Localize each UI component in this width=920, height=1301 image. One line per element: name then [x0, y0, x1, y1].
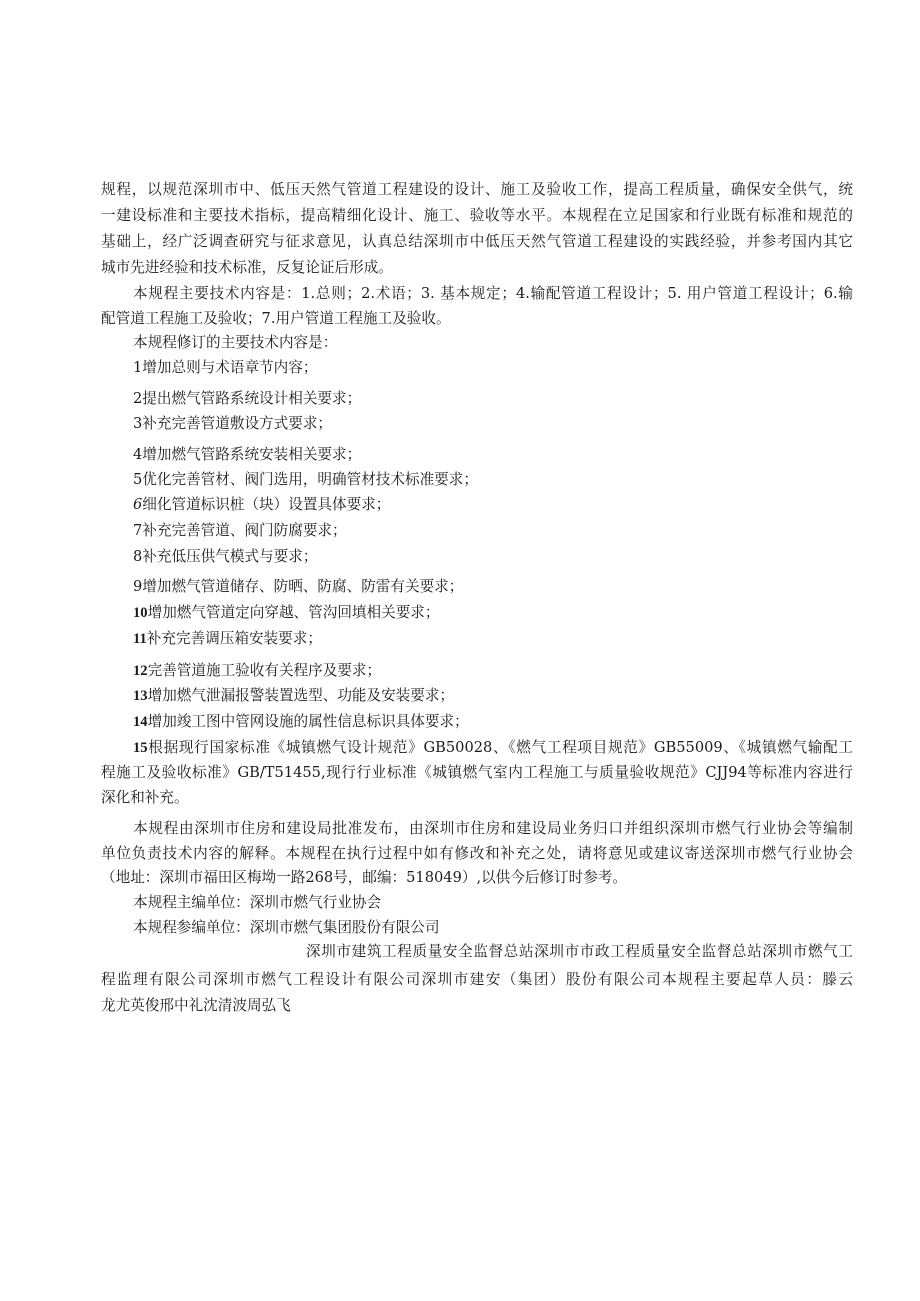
revision-item-15-line-3: 深化和补充。 [101, 789, 189, 806]
revision-item-number: 11 [133, 631, 147, 647]
revision-item-text: 增加总则与术语章节内容； [142, 359, 318, 376]
revision-item-text: 根据现行国家标准《城镇燃气设计规范》GB50028、《燃气工程项目规范》GB55009、《城镇燃气输配工 [147, 739, 853, 756]
participants-line-2: 程监理有限公司深圳市燃气工程设计有限公司深圳市建安（集团）股份有限公司本规程主要起草人员：滕云 [101, 971, 853, 988]
revision-item [133, 495, 390, 515]
revision-item-15-line-2: 程施工及验收标准》GB/T51455,现行行业标准《城镇燃气室内工程施工与质量验收规范》CJJ94等标准内容进行 [101, 764, 853, 781]
main-content-line-2: 配管道工程施工及验收；7.用户管道工程施工及验收。 [101, 310, 451, 327]
revision-item [133, 389, 361, 409]
revision-item-number: 14 [133, 714, 148, 730]
revision-item [133, 445, 361, 465]
revision-item-number: 4 [133, 446, 143, 463]
revision-item-number: 8 [133, 548, 143, 565]
intro-line-3: 基础上，经广泛调查研究与征求意见，认真总结深圳市中低压天然气管道工程建设的实践经验，并参考国内其它 [101, 233, 853, 250]
revision-item-number: 9 [133, 578, 143, 595]
revision-item-text: 增加燃气管道储存、防晒、防腐、防雷有关要求； [142, 578, 464, 595]
revision-item-number: 10 [133, 605, 148, 621]
revision-item-text: 增加燃气泄漏报警装置选型、功能及安装要求； [147, 687, 455, 704]
revision-item [133, 521, 347, 541]
revision-item-text: 完善管道施工验收有关程序及要求； [147, 662, 382, 679]
revision-item [133, 712, 469, 732]
revision-item [133, 358, 317, 378]
revision-item-number: 13 [133, 688, 148, 704]
approval-line-2: 单位负责技术内容的解释。本规程在执行过程中如有修改和补充之处，请将意见或建议寄送深圳市燃气行业协会 [101, 845, 853, 862]
revision-item [133, 414, 332, 434]
intro-line-2: 一建设标准和主要技术指标，提高精细化设计、施工、验收等水平。本规程在立足国家和行业既有标准和规范的 [101, 207, 853, 224]
revision-item-text: 补充低压供气模式与要求； [142, 548, 318, 565]
revision-item [133, 603, 439, 623]
approval-line-3: （地址：深圳市福田区梅坳一路268号，邮编：518049）,以供今后修订时参考。 [101, 869, 628, 886]
revision-item-text: 提出燃气管路系统设计相关要求； [142, 390, 362, 407]
revision-item-number: 15 [133, 740, 148, 756]
revision-item-number: 7 [133, 522, 143, 539]
revision-item-text: 优化完善管材、阀门选用，明确管材技术标准要求； [142, 471, 478, 488]
revision-item-number: 1 [133, 359, 143, 376]
revision-item [133, 547, 317, 567]
revision-item-text: 增加燃气管路系统安装相关要求； [142, 446, 362, 463]
revision-item-number: 12 [133, 663, 148, 679]
revision-item-number: 5 [133, 471, 143, 488]
revision-item-number: 3 [133, 415, 143, 432]
revision-item [133, 470, 478, 490]
participants-line-3: 龙尤英俊邢中礼沈清波周弘飞 [101, 997, 291, 1014]
revision-item-number: 2 [133, 390, 143, 407]
intro-line-1: 规程，以规范深圳市中、低压天然气管道工程建设的设计、施工及验收工作，提高工程质量，确保安全供气，统 [101, 181, 853, 198]
revision-heading: 本规程修订的主要技术内容是： [133, 334, 338, 351]
revision-item-text: 补充完善管道敷设方式要求； [142, 415, 333, 432]
revision-item-15-line-1 [133, 738, 853, 758]
main-content-line-1: 本规程主要技术内容是：1.总则；2.术语；3. 基本规定；4.输配管道工程设计；5. 用户管道工程设计；6.输 [133, 285, 853, 302]
co-editor: 本规程参编单位：深圳市燃气集团股份有限公司 [133, 919, 440, 936]
approval-line-1: 本规程由深圳市住房和建设局批准发布，由深圳市住房和建设局业务归口并组织深圳市燃气行业协会等编制 [133, 820, 853, 837]
intro-line-4: 城市先进经验和技术标准，反复论证后形成。 [101, 259, 393, 276]
revision-item-text: 补充完善管道、阀门防腐要求； [142, 522, 347, 539]
revision-item-text: 细化管道标识桩（块）设置具体要求； [142, 496, 391, 513]
revision-item-text: 补充完善调压箱安装要求； [146, 630, 322, 647]
chief-editor: 本规程主编单位：深圳市燃气行业协会 [133, 894, 382, 911]
revision-item [133, 661, 381, 681]
revision-item [133, 577, 463, 597]
participants-line-1: 深圳市建筑工程质量安全监督总站深圳市市政工程质量安全监督总站深圳市燃气工 [306, 943, 853, 960]
revision-item-text: 增加燃气管道定向穿越、管沟回填相关要求； [147, 604, 440, 621]
revision-item [133, 629, 322, 649]
revision-item [133, 686, 454, 706]
revision-item-text: 增加竣工图中管网设施的属性信息标识具体要求； [147, 713, 469, 730]
revision-item-number: 6 [133, 496, 143, 513]
